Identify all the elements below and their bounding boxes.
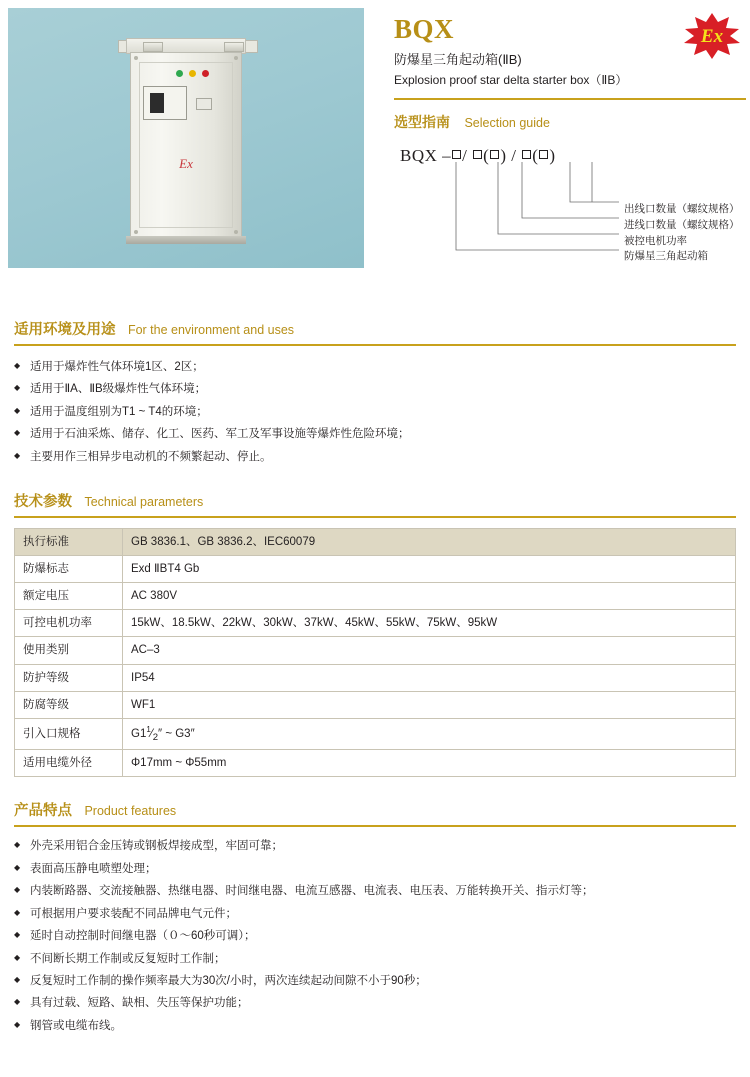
- technical-title-cn: 技术参数: [14, 494, 72, 511]
- list-item: ◆ 主要用作三相异步电动机的不频繁起动、停止。: [14, 446, 736, 468]
- table-cell-value: GB 3836.1、GB 3836.2、IEC60079: [123, 529, 736, 556]
- environment-list: [14, 356, 736, 468]
- svg-text:Ex: Ex: [700, 26, 724, 47]
- model-legend-list: [624, 202, 740, 265]
- table-cell-key: 引入口规格: [15, 718, 123, 750]
- product-header-section: [0, 0, 750, 296]
- list-item: ◆ 延时自动控制时间继电器（０～60秒可调）；: [14, 925, 736, 947]
- features-divider: [14, 825, 736, 827]
- cabinet-base: [126, 236, 246, 244]
- legend-item-1: 进线口数量（螺纹规格）: [624, 218, 740, 231]
- technical-section: [0, 490, 750, 777]
- table-cell-value: 15kW、18.5kW、22kW、30kW、37kW、45kW、55kW、75kW、95kW: [123, 610, 736, 637]
- table-cell-value: WF1: [123, 691, 736, 718]
- table-row: [15, 583, 736, 610]
- environment-divider: [14, 344, 736, 346]
- table-row: [15, 529, 736, 556]
- table-row: [15, 664, 736, 691]
- ammeter: [196, 98, 212, 110]
- table-row: [15, 610, 736, 637]
- photo-ex-mark: Ex: [179, 156, 193, 171]
- ex-certification-badge: [682, 12, 742, 60]
- list-item: ◆ 不间断长期工作制或反复短时工作制；: [14, 948, 736, 970]
- selection-title-cn: 选型指南: [394, 114, 450, 130]
- product-photo: [8, 8, 364, 268]
- list-item: ◆ 外壳采用铝合金压铸或钢板焊接成型，牢固可靠；: [14, 835, 736, 857]
- table-cell-key: 执行标准: [15, 529, 123, 556]
- list-item: ◆ 表面高压静电喷塑处理；: [14, 858, 736, 880]
- list-item: ◆ 反复短时工作制的操作频率最大为30次/小时，两次连续起动间隙不小于90秒；: [14, 970, 736, 992]
- product-code-title: BQX: [394, 14, 455, 44]
- environment-title-en: For the environment and uses: [127, 323, 295, 337]
- table-row: [15, 637, 736, 664]
- table-cell-key: 防腐等级: [15, 691, 123, 718]
- table-cell-value: Φ17mm ~ Φ55mm: [123, 750, 736, 777]
- product-title-block: [364, 8, 746, 296]
- table-cell-value: IP54: [123, 664, 736, 691]
- features-list: [14, 835, 736, 1037]
- table-cell-key: 可控电机功率: [15, 610, 123, 637]
- table-cell-key: 适用电缆外径: [15, 750, 123, 777]
- technical-divider: [14, 516, 736, 518]
- technical-header: [14, 490, 736, 518]
- indicator-lamps: [176, 70, 224, 79]
- features-header: [14, 799, 736, 827]
- legend-item-2: 被控电机功率: [624, 234, 687, 247]
- list-item: ◆ 可根据用户要求装配不同品牌电气元件；: [14, 903, 736, 925]
- cabinet-lug-right: [244, 40, 258, 53]
- features-section: [0, 799, 750, 1037]
- table-row: [15, 718, 736, 750]
- technical-title-en: Technical parameters: [84, 495, 204, 510]
- model-code-prefix: BQX: [400, 146, 438, 165]
- model-code-string: BQX – / ( ) / ( ): [400, 146, 556, 165]
- model-code-diagram: [394, 146, 746, 296]
- table-row: [15, 556, 736, 583]
- legend-item-3: 防爆星三角起动箱: [624, 250, 708, 263]
- features-title-cn: 产品特点: [14, 803, 72, 820]
- table-row: [15, 750, 736, 777]
- table-cell-value: $G1^1⁄_2''$ ~ G3″: [123, 718, 736, 750]
- list-item: ◆ 具有过载、短路、缺相、失压等保护功能；: [14, 992, 736, 1014]
- list-item: ◆ 适用于温度组别为T1 ~ T4的环境；: [14, 401, 736, 423]
- list-item: ◆ 内装断路器、交流接触器、热继电器、时间继电器、电流互感器、电流表、电压表、万能转换开关、指示灯等；: [14, 880, 736, 902]
- list-item: ◆ 适用于石油采炼、储存、化工、医药、军工及军事设施等爆炸性危险环境；: [14, 423, 736, 445]
- table-cell-value: AC–3: [123, 637, 736, 664]
- product-name-cn: 防爆星三角起动箱(ⅡB): [394, 52, 522, 67]
- selection-title-en: Selection guide: [464, 116, 550, 130]
- rotary-switch-icon: [150, 93, 164, 113]
- table-cell-key: 防爆标志: [15, 556, 123, 583]
- list-item: ◆ 适用于爆炸性气体环境1区、2区；: [14, 356, 736, 378]
- table-row: [15, 691, 736, 718]
- features-title-en: Product features: [84, 804, 177, 819]
- table-cell-value: Exd ⅡBT4 Gb: [123, 556, 736, 583]
- cabinet-body: [130, 52, 242, 238]
- list-item: ◆ 适用于ⅡA、ⅡB级爆炸性气体环境；: [14, 378, 736, 400]
- technical-parameters-table: [14, 528, 736, 777]
- product-name-en: Explosion proof star delta starter box（ⅡB）: [394, 73, 628, 87]
- environment-header: [14, 318, 736, 346]
- environment-section: [0, 318, 750, 468]
- table-cell-key: 使用类别: [15, 637, 123, 664]
- legend-item-0: 出线口数量（螺纹规格）: [624, 203, 740, 215]
- table-cell-key: 额定电压: [15, 583, 123, 610]
- cable-entry-left: [143, 42, 163, 52]
- list-item: ◆ 钢管或电缆布线。: [14, 1015, 736, 1037]
- control-switch-panel: [143, 86, 187, 120]
- table-cell-key: 防护等级: [15, 664, 123, 691]
- selection-guide-header: [394, 112, 746, 132]
- cable-entry-right: [224, 42, 244, 52]
- header-divider: [394, 98, 746, 100]
- table-cell-value: AC 380V: [123, 583, 736, 610]
- environment-title-cn: 适用环境及用途: [14, 322, 116, 338]
